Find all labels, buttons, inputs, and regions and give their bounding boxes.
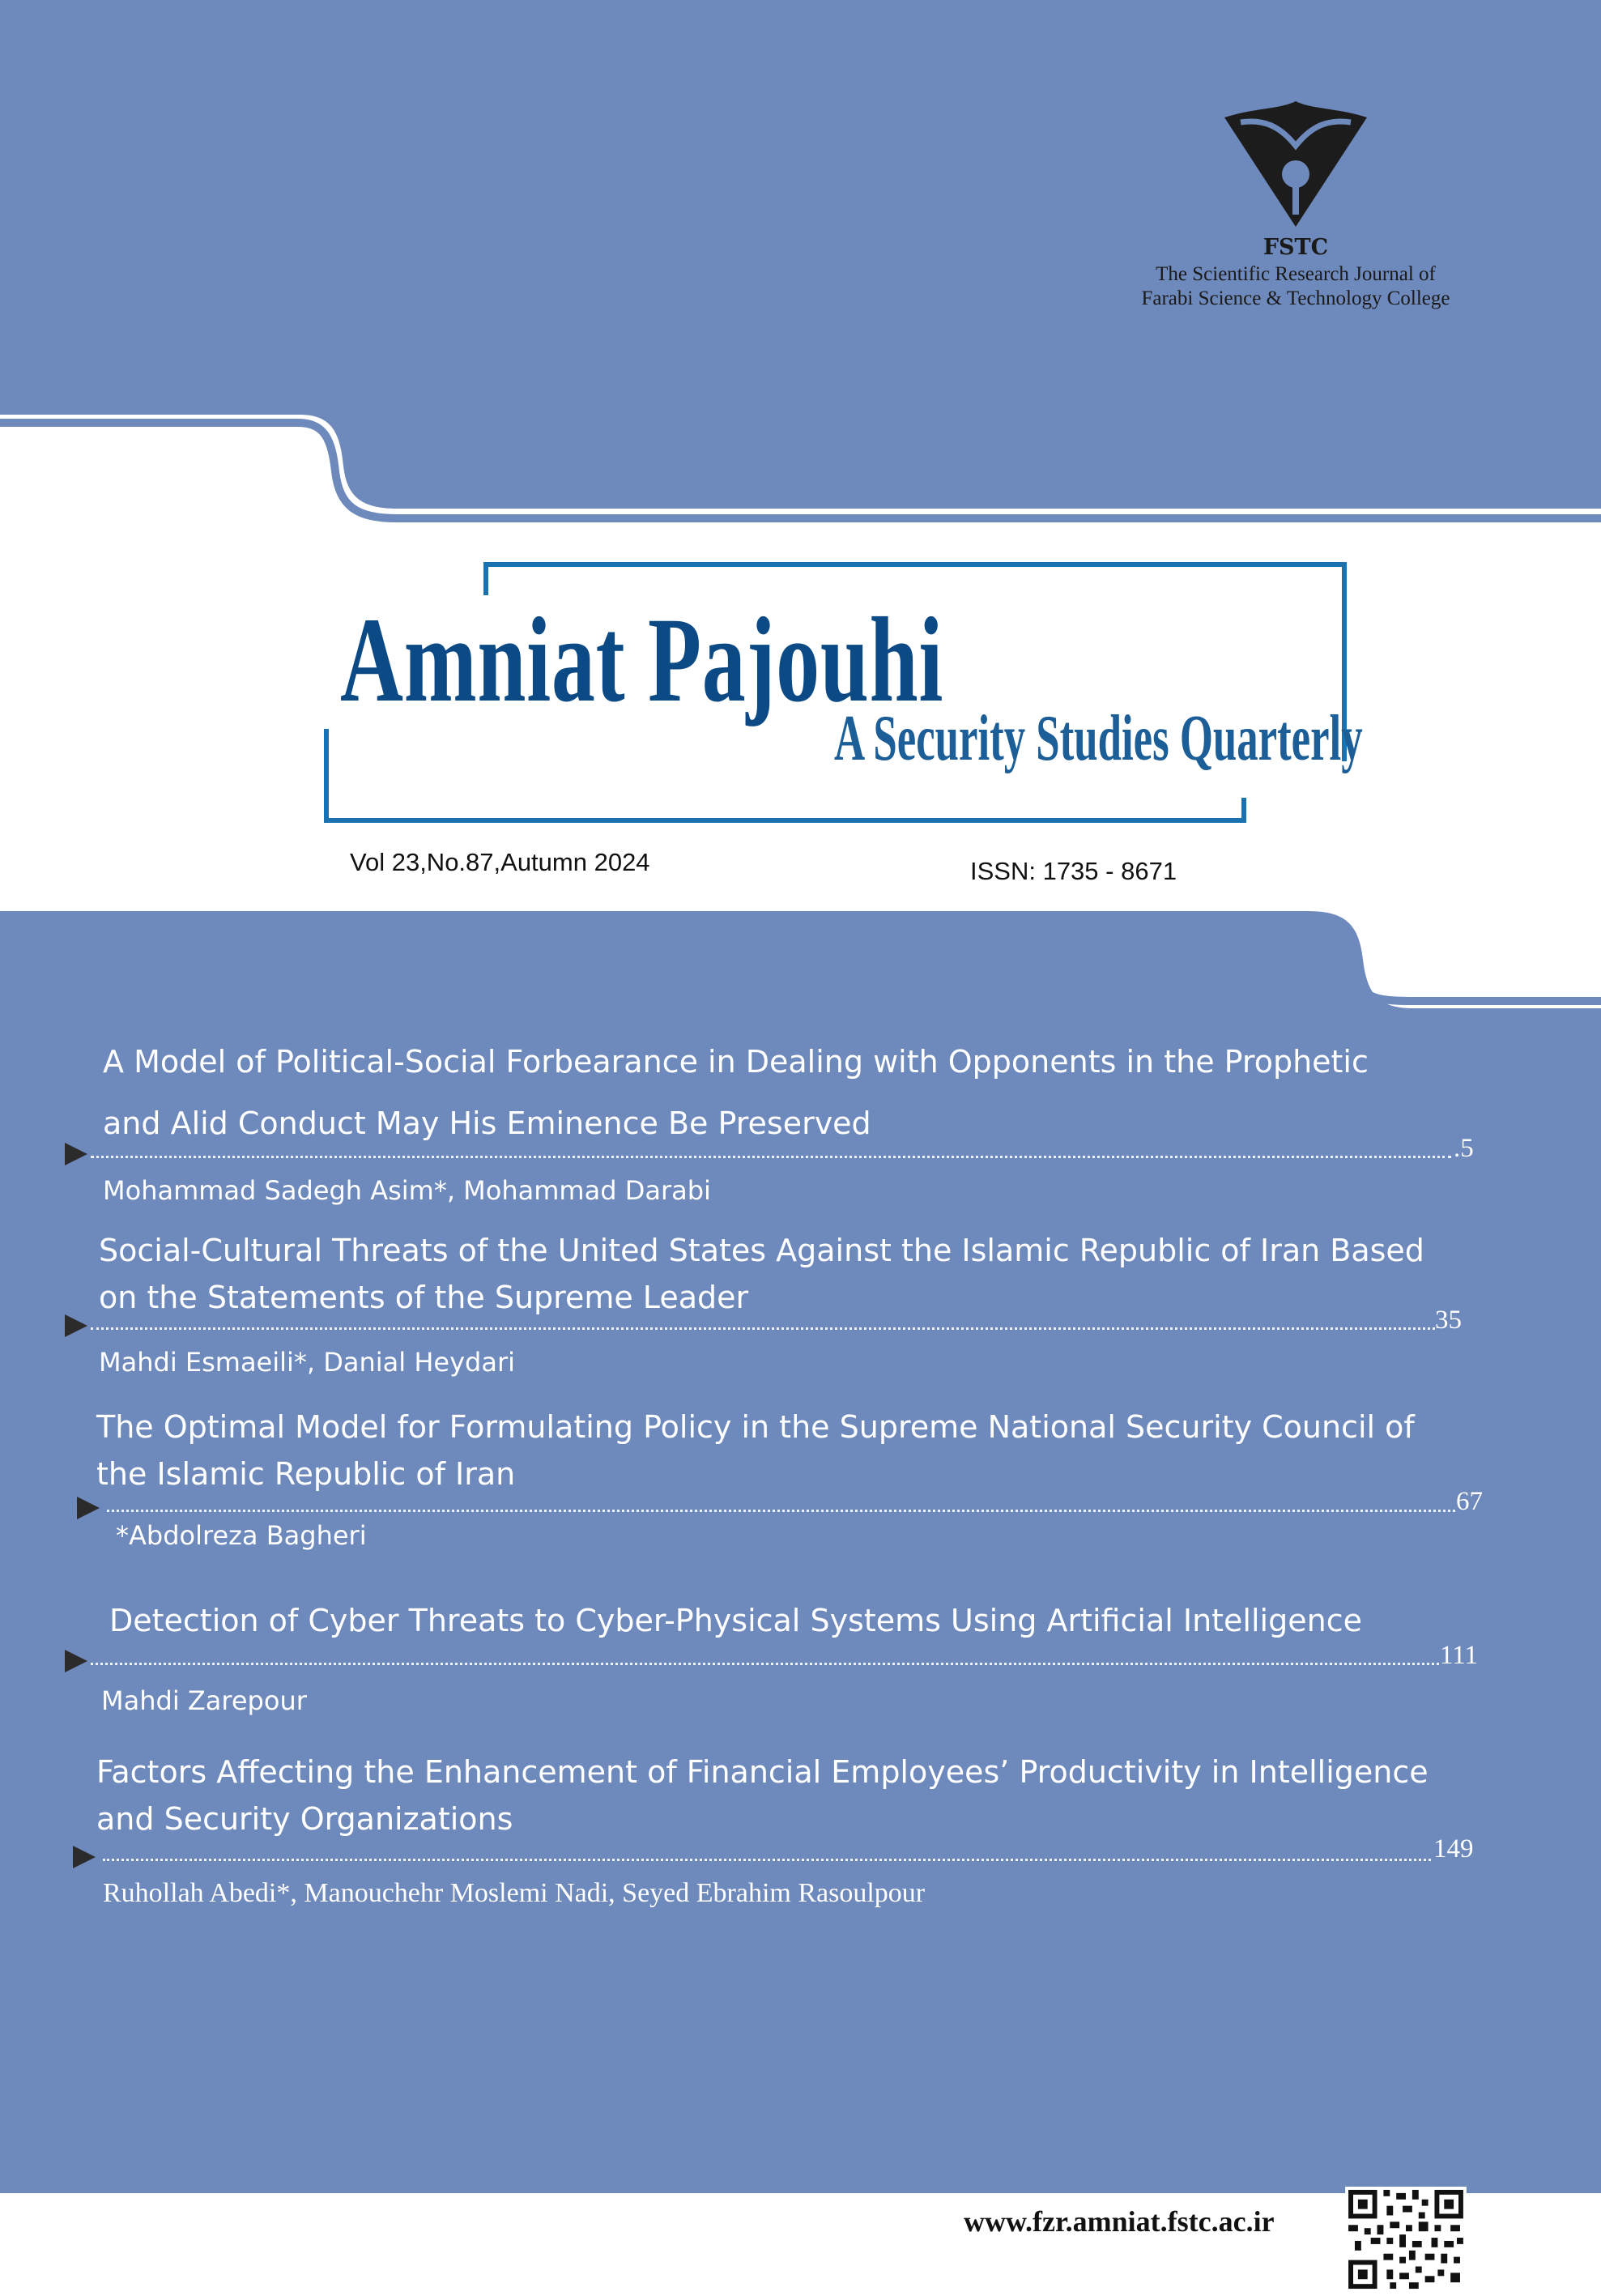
toc-entry-4-title: Detection of Cyber Threats to Cyber-Physical Systems Using Artificial Intelligence bbox=[109, 1603, 1362, 1638]
toc-entry-2-leader bbox=[91, 1327, 1435, 1330]
toc-entry-5-arrow-icon bbox=[73, 1846, 96, 1868]
issn: ISSN: 1735 - 8671 bbox=[970, 857, 1177, 885]
toc-entry-2-authors: Mahdi Esmaeili*, Danial Heydari bbox=[99, 1347, 515, 1378]
publisher-line-1: The Scientific Research Journal of bbox=[1156, 263, 1436, 285]
toc-entry-3-title-line-1: The Optimal Model for Formulating Policy in the Supreme National Security Council of bbox=[96, 1409, 1415, 1445]
publisher-abbreviation: FSTC bbox=[1262, 235, 1329, 260]
toc-entry-2-arrow-icon bbox=[65, 1314, 87, 1337]
toc-entry-3-authors: *Abdolreza Bagheri bbox=[116, 1520, 367, 1551]
toc-entry-1-authors: Mohammad Sadegh Asim*, Mohammad Darabi bbox=[103, 1175, 711, 1206]
toc-entry-2-title-line-1: Social-Cultural Threats of the United States Against the Islamic Republic of Iran Based bbox=[99, 1233, 1424, 1268]
journal-title: Amniat Pajouhi bbox=[340, 593, 944, 727]
toc-entry-1-arrow-icon bbox=[65, 1143, 87, 1165]
toc-entry-3-title-line-2: the Islamic Republic of Iran bbox=[96, 1456, 516, 1492]
toc-entry-4-authors: Mahdi Zarepour bbox=[101, 1685, 307, 1716]
toc-entry-3-leader bbox=[107, 1510, 1455, 1512]
toc-entry-2-page: 35 bbox=[1435, 1306, 1462, 1335]
toc-entry-1-title-line-1: A Model of Political-Social Forbearance in Dealing with Opponents in the Prophetic bbox=[103, 1044, 1369, 1080]
toc-entry-4-arrow-icon bbox=[65, 1650, 87, 1672]
issue-info: Vol 23,No.87,Autumn 2024 bbox=[350, 848, 650, 876]
toc-entry-1-page: .5 bbox=[1454, 1134, 1474, 1163]
toc-entry-3-arrow-icon bbox=[77, 1497, 100, 1519]
journal-subtitle: A Security Studies Quarterly bbox=[834, 703, 1363, 774]
toc-entry-5-page: 149 bbox=[1433, 1834, 1474, 1864]
toc-entry-5-title-line-2: and Security Organizations bbox=[96, 1801, 513, 1837]
publisher-line-2: Farabi Science & Technology College bbox=[1141, 288, 1450, 309]
toc-entry-1-title-line-2: and Alid Conduct May His Eminence Be Preserved bbox=[103, 1105, 871, 1141]
toc-entry-5-title-line-1: Factors Affecting the Enhancement of Financial Employees’ Productivity in Intelligence bbox=[96, 1754, 1429, 1790]
toc-entry-3-page: 67 bbox=[1456, 1487, 1483, 1516]
toc-entry-5-leader bbox=[103, 1859, 1431, 1861]
toc-entry-5-authors: Ruhollah Abedi*, Manouchehr Moslemi Nadi, Seyed Ebrahim Rasoulpour bbox=[103, 1878, 926, 1908]
toc-entry-1-leader bbox=[91, 1156, 1451, 1158]
fstc-winged-pen-logo-icon bbox=[1215, 101, 1377, 231]
journal-website: www.fzr.amniat.fstc.ac.ir bbox=[964, 2205, 1275, 2238]
toc-entry-2-title-line-2: on the Statements of the Supreme Leader bbox=[99, 1280, 749, 1315]
qr-code-icon bbox=[1344, 2187, 1467, 2292]
toc-entry-4-page: 111 bbox=[1440, 1641, 1479, 1670]
toc-entry-4-leader bbox=[91, 1663, 1439, 1665]
